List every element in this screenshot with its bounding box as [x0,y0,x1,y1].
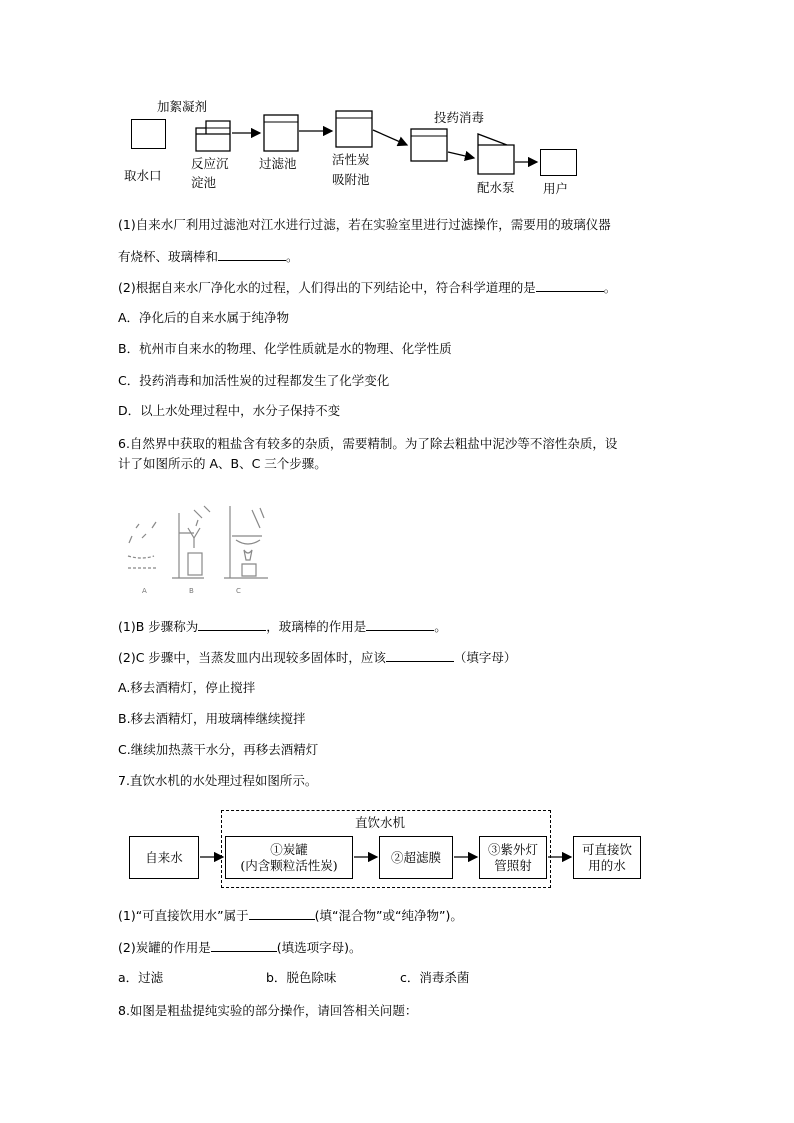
q5-option-c: C．投药消毒和加活性炭的过程都发生了化学变化 [118,373,390,388]
carbon-tank-label-2: (内含颗粒活性炭) [240,857,338,873]
answer-blank[interactable] [249,906,315,920]
q6-part1-end: 。 [434,619,447,634]
ultrafiltration-label: ②超滤膜 [390,849,441,865]
q6-stem-line1: 6.自然界中获取的粗盐含有较多的杂质，需要精制。为了除去粗盐中泥沙等不溶性杂质，设 [118,436,618,451]
q7-option-c: c．消毒杀菌 [400,970,470,985]
fig-label-a: A [142,587,147,595]
drinkable-label-2: 用的水 [588,857,626,873]
carbon-label-1: 活性炭 [332,152,370,167]
filter-pool-label: 过滤池 [259,156,297,171]
coagulant-label: 加絮凝剂 [157,99,208,114]
carbon-label-2: 吸附池 [332,172,370,187]
uv-lamp-label-2: 管照射 [494,857,532,873]
q5-part1-end: 。 [286,249,299,264]
q6-part1-text-a: (1)B 步骤称为 [118,619,199,634]
q5-option-d: D．以上水处理过程中，水分子保持不变 [118,403,341,418]
answer-blank[interactable] [211,938,277,952]
q6-part2-text-b: （填字母） [453,650,517,665]
q7-part1-text-b: (填“混合物”或“纯净物”)。 [314,908,463,923]
q5-option-a: A．净化后的自来水属于纯净物 [118,310,290,325]
q6-stem-line2: 计了如图所示的 A、B、C 三个步骤。 [118,456,327,471]
drinkable-label-1: 可直接饮 [581,841,632,857]
q7-part1-text-a: (1)“可直接饮用水”属于 [118,908,249,923]
q5-part1-line1: (1)自来水厂利用过滤池对江水进行过滤，若在实验室里进行过滤操作，需要用的玻璃仪器 [118,217,611,232]
q5-option-b: B．杭州市自来水的物理、化学性质就是水的物理、化学性质 [118,341,452,356]
q7-part2 [118,938,361,956]
q6-option-a: A.移去酒精灯，停止搅拌 [118,680,256,695]
q7-option-b: b．脱色除味 [266,970,337,985]
q6-part2-text-a: (2)C 步骤中，当蒸发皿内出现较多固体时，应该 [118,650,386,665]
settling-label-2: 淀池 [191,175,217,190]
intake-label: 取水口 [124,168,162,183]
disinfect-label: 投药消毒 [434,110,485,125]
user-label: 用户 [543,181,569,196]
q5-part2-end: 。 [603,280,617,295]
pump-label: 配水泵 [477,180,515,195]
q6-option-c: C.继续加热蒸干水分，再移去酒精灯 [118,742,319,757]
fig-label-b: B [189,587,194,595]
q5-part1-text: 有烧杯、玻璃棒和 [118,249,219,264]
q6-option-b: B.移去酒精灯，用玻璃棒继续搅拌 [118,711,306,726]
carbon-tank-label-1: ①炭罐 [270,841,308,857]
q7-option-a: a．过滤 [118,970,164,985]
q6-part1-text-b: ，玻璃棒的作用是 [266,619,367,634]
q8-stem: 8.如图是粗盐提纯实验的部分操作，请回答相关问题： [118,1003,418,1018]
machine-title: 直饮水机 [355,815,406,830]
q5-part2-text: (2)根据自来水厂净化水的过程，人们得出的下列结论中，符合科学道理的是 [118,280,536,295]
fig-label-c: C [236,587,241,595]
q7-part1 [118,906,463,924]
settling-label-1: 反应沉 [191,156,229,171]
q7-part2-text-b: (填选项字母)。 [276,940,362,955]
q7-part2-text-a: (2)炭罐的作用是 [118,940,211,955]
tap-water-label: 自来水 [145,849,183,865]
q7-stem: 7.直饮水机的水处理过程如图所示。 [118,773,318,788]
uv-lamp-label-1: ③紫外灯 [487,841,538,857]
